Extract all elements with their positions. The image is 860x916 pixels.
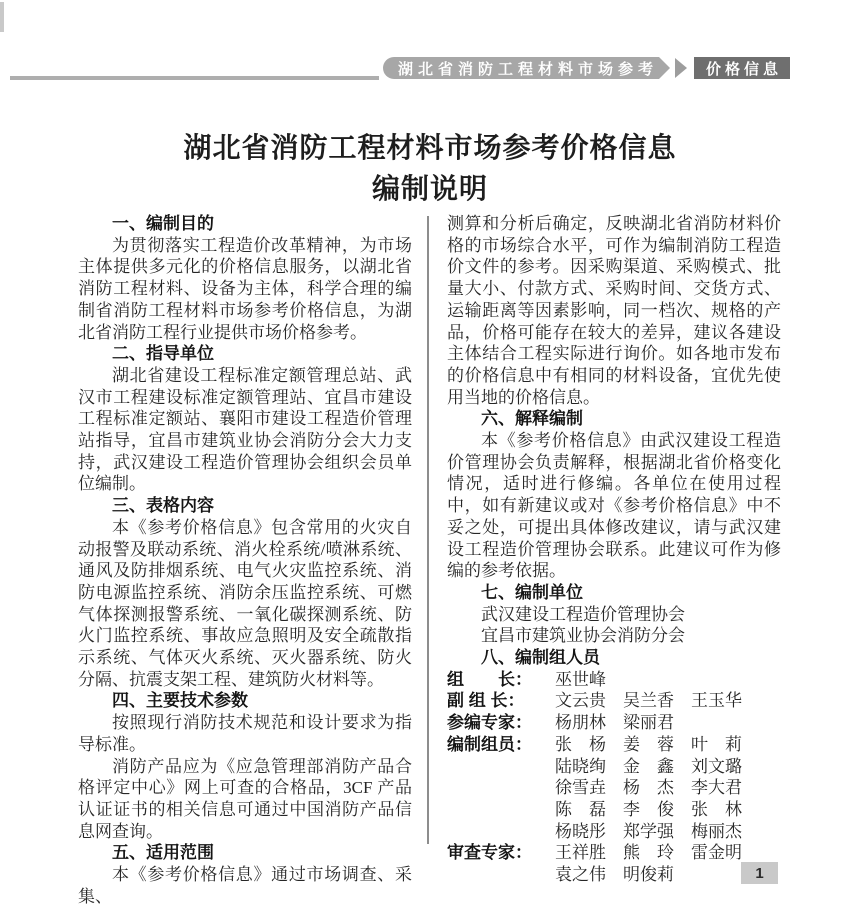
section-heading: 二、指导单位 — [112, 344, 214, 364]
person-name: 郑学强 — [623, 821, 674, 841]
paragraph: 本《参考价格信息》由武汉建设工程造价管理协会负责解释，根据湖北省价格变化情况，适时进行修编。各单位在使用过程中，如有新建议或对《参考价格信息》中不妥之处，可提出具体修改建议，请与武汉建设工程造价管理协会联系。此建议可作为修编的参考依据。 — [447, 431, 781, 581]
person-name: 王祥胜 — [555, 843, 606, 863]
section-heading: 五、适用范围 — [112, 843, 214, 863]
person-name: 梁丽君 — [623, 713, 674, 733]
section-heading: 六、解释编制 — [481, 409, 583, 429]
roster-row — [447, 690, 781, 712]
paragraph-continued: 测算和分析后确定，反映湖北省消防材料价格的市场综合水平，可作为编制消防工程造价文件的参考。因采购渠道、采购模式、批量大小、付款方式、采购时间、交货方式、运输距离等因素影响，同一档次、规格的产品，价格可能存在较大的差异，建议各建设主体结合工程实际进行询价。如各地市发布的价格信息中有相同的材料设备，宜优先使用当地的价格信息。 — [447, 214, 781, 407]
paragraph: 宜昌市建筑业协会消防分会 — [481, 626, 685, 646]
roster-role-label: 组 长： — [447, 669, 532, 689]
roster-row — [447, 842, 781, 864]
person-name: 雷金明 — [691, 843, 742, 863]
header-breadcrumb — [383, 57, 790, 79]
chevron-right-icon — [675, 58, 687, 78]
paragraph: 湖北省建设工程标准定额管理总站、武汉市工程建设标准定额管理站、宜昌市建设工程标准定额站、襄阳市建设工程造价管理站指导，宜昌市建筑业协会消防分会大力支持，武汉建设工程造价管理协会组织会员单位编制。 — [78, 365, 412, 494]
person-name: 巫世峰 — [555, 669, 606, 689]
person-name: 张 杨 — [555, 734, 606, 754]
section-heading: 八、编制组人员 — [481, 648, 600, 668]
page-number: 1 — [755, 864, 764, 882]
document-title-line1: 湖北省消防工程材料市场参考价格信息 — [183, 133, 677, 164]
person-name: 姜 蓉 — [623, 734, 674, 754]
section-heading: 七、编制单位 — [481, 582, 583, 602]
person-name: 刘文璐 — [691, 756, 742, 776]
column-left — [78, 213, 412, 908]
breadcrumb-page-label: 价格信息 — [706, 60, 783, 78]
roster-row — [447, 669, 781, 691]
roster-names — [555, 691, 742, 710]
breadcrumb-category-label: 湖北省消防工程材料市场参考 — [398, 60, 659, 78]
breadcrumb-category-badge — [383, 57, 659, 79]
person-name: 熊 玲 — [623, 843, 674, 863]
section-heading: 四、主要技术参数 — [112, 691, 248, 711]
person-name: 梅丽杰 — [691, 821, 742, 841]
roster-row — [447, 864, 781, 886]
paragraph: 本《参考价格信息》包含常用的火灾自动报警及联动系统、消火栓系统/喷淋系统、通风及防排烟系统、电气火灾监控系统、消防电源监控系统、消防余压监控系统、可燃气体探测报警系统、一氧化碳探测系统、防火门监控系统、事故应急照明及安全疏散指示系统、气体灭火系统、灭火器系统、防火分隔、抗震支架工程、建筑防火材料等。 — [78, 517, 412, 689]
roster-names — [555, 800, 742, 819]
roster-row — [447, 821, 781, 843]
roster-names — [555, 735, 742, 754]
person-name: 文云贵 — [555, 691, 606, 711]
roster-row — [447, 799, 781, 821]
paragraph: 按照现行消防技术规范和设计要求为指导标准。 — [78, 713, 412, 754]
section-heading: 三、表格内容 — [112, 496, 214, 516]
person-name: 李大君 — [691, 778, 742, 798]
roster-names — [555, 778, 742, 797]
person-name: 李 俊 — [623, 799, 674, 819]
person-name: 袁之伟 — [555, 865, 606, 885]
person-name: 杨 杰 — [623, 778, 674, 798]
person-name: 吴兰香 — [623, 691, 674, 711]
scan-edge-mark — [0, 2, 4, 32]
roster-names — [555, 865, 674, 884]
person-name: 叶 莉 — [691, 734, 742, 754]
roster-row — [447, 777, 781, 799]
person-name: 杨晓彤 — [555, 821, 606, 841]
person-name: 金 鑫 — [623, 756, 674, 776]
person-name: 张 林 — [691, 799, 742, 819]
roster-role-label: 副 组 长： — [447, 691, 525, 711]
roster-names — [555, 822, 742, 841]
column-divider — [427, 216, 429, 844]
roster-names — [555, 843, 742, 862]
roster-names — [555, 757, 742, 776]
person-name: 王玉华 — [691, 691, 742, 711]
roster-names — [555, 713, 674, 732]
roster-row — [447, 734, 781, 756]
paragraph: 为贯彻落实工程造价改革精神，为市场主体提供多元化的价格信息服务，以湖北省消防工程材料、设备为主体，科学合理的编制省消防工程材料市场参考价格信息，为湖北省消防工程行业提供市场价格参考。 — [78, 235, 412, 342]
person-name: 陈 磊 — [555, 799, 606, 819]
roster-role-label: 审查专家： — [447, 843, 532, 863]
person-name: 陆晓绚 — [555, 756, 606, 776]
roster-names — [555, 670, 606, 689]
person-name: 明俊莉 — [623, 865, 674, 885]
header-rule — [10, 76, 379, 80]
person-name: 徐雪垚 — [555, 778, 606, 798]
roster-role-label: 编制组员： — [447, 734, 532, 754]
paragraph: 本《参考价格信息》通过市场调查、采集、 — [78, 865, 412, 906]
document-title — [0, 128, 860, 210]
roster-row — [447, 756, 781, 778]
breadcrumb-page-badge — [694, 57, 790, 79]
page-number-badge — [741, 862, 778, 884]
section-heading: 一、编制目的 — [112, 214, 214, 233]
paragraph: 武汉建设工程造价管理协会 — [481, 604, 685, 624]
document-title-line2: 编制说明 — [371, 174, 488, 205]
person-name: 杨朋林 — [555, 713, 606, 733]
roster-row — [447, 712, 781, 734]
column-right — [447, 213, 781, 886]
paragraph: 消防产品应为《应急管理部消防产品合格评定中心》网上可查的合格品，3CF 产品认证证书的相关信息可通过中国消防产品信息网查询。 — [78, 756, 412, 841]
roster-role-label: 参编专家： — [447, 713, 532, 733]
